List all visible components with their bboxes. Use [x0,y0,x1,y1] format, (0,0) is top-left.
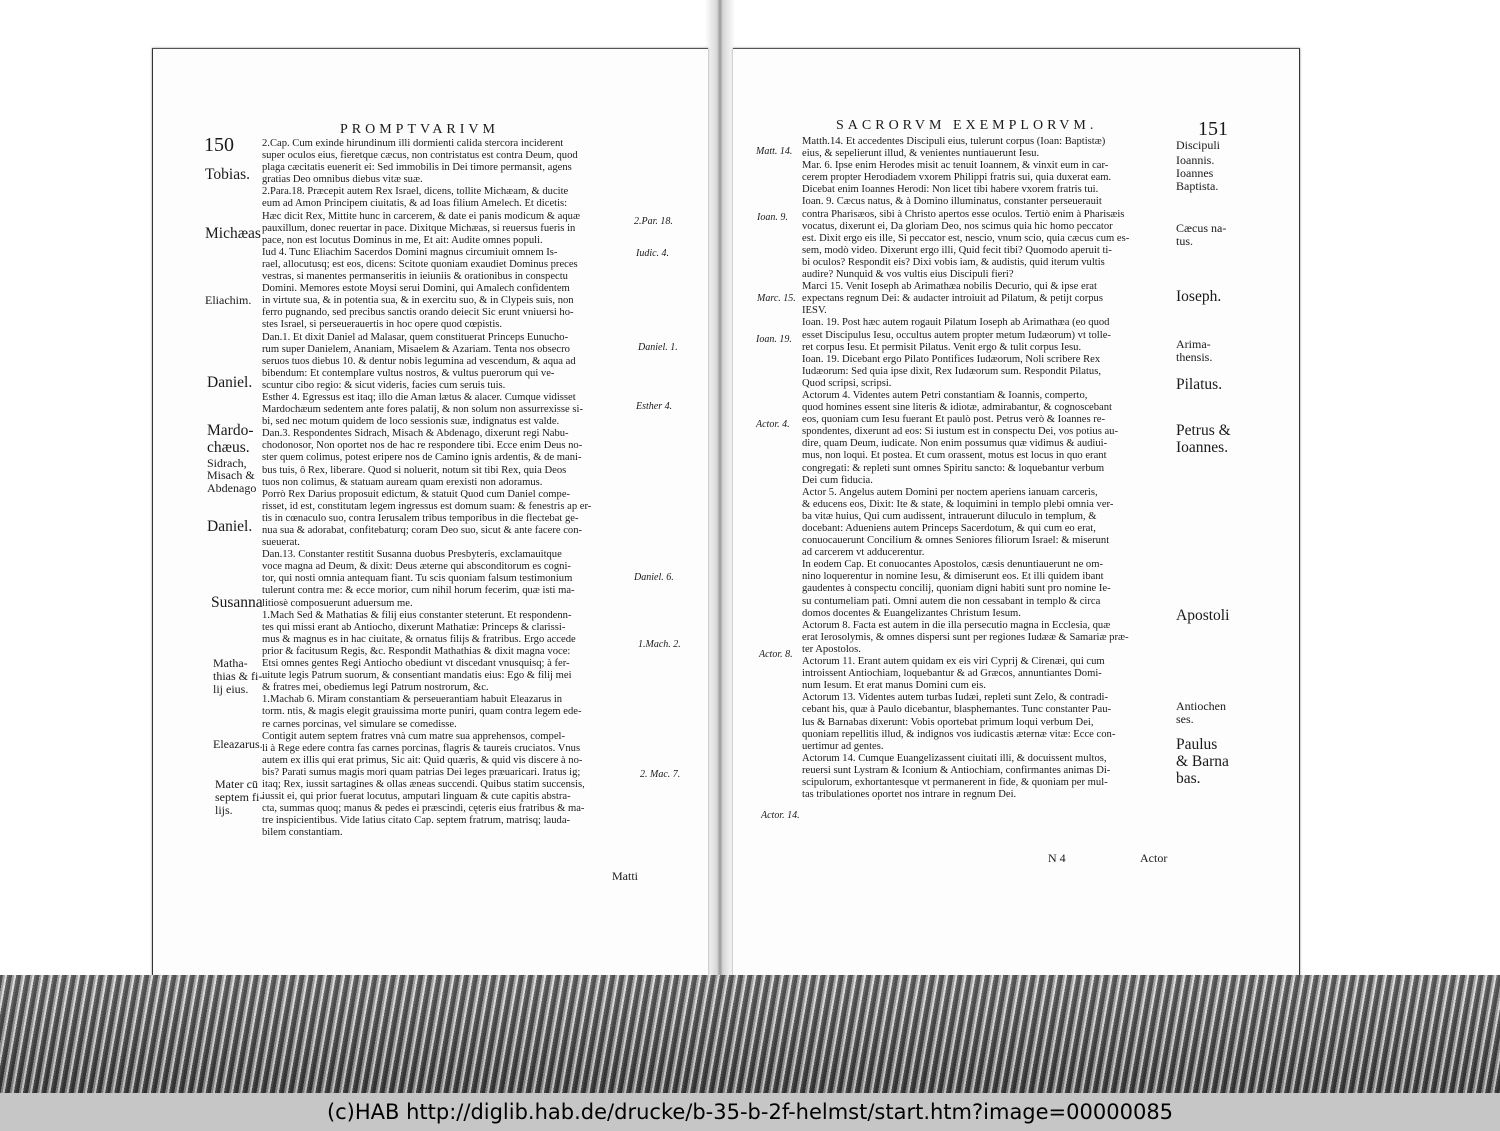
text-line: rael, allocutusq; est eos, dicens: Scitote quoniam exaudiet Dominus preces [262,258,578,270]
margin-note: Ioannis. [1176,153,1215,167]
margin-note: Matha- [213,656,248,670]
text-line: 1.Mach Sed & Mathatias & filij eius constanter steterunt. Et respondenn- [262,609,572,621]
text-line: eos, quoniam cum Iesu fuerant Et paulò post. Petrus verò & Ioannes re- [802,414,1106,426]
text-line: plaga cæcitatis euenerit ei: Sed immobilis in Dei timore permansit, agens [262,162,572,174]
left-page-number: 150 [204,134,234,156]
margin-note: septem fi- [215,790,264,804]
text-line: Iudæorum: Sed quia ipse dixit, Rex Iudæorum sum. Respondit Pilatus, [802,365,1101,377]
text-line: seruos tuos diebus 10. & dentur nobis legumina ad vescendum, & aqua ad [262,355,576,367]
margin-note: Arima- [1176,337,1211,351]
text-line: ferro pugnando, sed precibus sanctis orando deiecit Sic erunt vniuersi ho- [262,307,574,319]
text-line: Hæc dicit Rex, Mittite hunc in carcerem, & date ei panis modicum & aquæ [262,210,581,222]
margin-note: thensis. [1176,350,1213,364]
margin-note: Actor. 8. [759,649,793,660]
text-line: 2.Cap. Cum exinde hirundinum illi dormienti calida stercora inciderent [262,138,564,149]
right-page-number: 151 [1198,118,1228,140]
book-gutter [705,0,735,1000]
margin-note: Daniel. [207,374,253,391]
text-line: su contumeliam pati. Omni autem die non cessabant in templo & circa [802,595,1101,607]
text-line: Iud 4. Tunc Eliachim Sacerdos Domini magnus circumiuit omnem Is- [262,246,558,258]
margin-note: tus. [1176,234,1194,248]
text-line: bilem constantiam. [262,827,343,839]
text-line: quod homines essent sine literis & idiotæ, admirabantur, & cognoscebant [802,402,1112,414]
text-line: gaudentes à conspectu concilij, quoniam digni habiti sunt pro nomine Ie- [802,583,1111,595]
text-line: Dicebat enim Ioannes Herodi: Non licet tibi habere vxorem fratris tui. [802,184,1099,196]
scanner-edge-strip [0,975,1500,1093]
text-line: tuos non colimus, & statuam auream quam erexisti non adoramus. [262,476,543,488]
text-line: tes qui missi erant ab Antiocho, dixerunt Mathatiæ: Princeps & clarissi- [262,621,566,633]
margin-note: Daniel. [207,518,253,535]
text-line: bus tuis, ô Rex, liberare. Quod si noluerit, notum sit tibi Rex, quia Deos [262,464,567,476]
left-running-header: PROMPTVARIVM [340,122,499,137]
text-line: Actorum 13. Videntes autem turbas Iudæi, repleti sunt Zelo, & contradi- [802,692,1109,704]
text-line: 1.Machab 6. Miram constantiam & perseuerantiam habuit Eleazarus in [262,694,563,706]
text-line: Dan.3. Respondentes Sidrach, Misach & Abdenago, dixerunt regi Nabu- [262,428,569,440]
text-line: tor, qui nosti omnia antequam fiant. Tu scis quoniam falsum testimonium [262,573,573,585]
text-line: Etsi omnes gentes Regi Antiocho obediunt vt discedant vnusquisq; à fer- [262,658,570,670]
text-line: Ioan. 19. Dicebant ergo Pilato Pontifices Iudæorum, Noli scribere Rex [802,353,1101,365]
text-line: prior & facitusum Regis, &c. Respondit Mathathias & dixit magna voce: [262,645,571,657]
text-line: introissent Antiochiam, loquebantur & ad Græcos, annuntiantes Domi- [802,668,1102,680]
text-line: IESV. [802,305,827,317]
text-line: cebant his, quæ à Paulo dicebantur, blasphemantes. Tunc constanter Pau- [802,704,1112,716]
text-line: mus, non loqui. Et postea. Et cum orassent, motus est locus in quo erant [802,450,1107,462]
margin-note: Sidrach, [207,456,247,470]
margin-note: Marc. 15. [757,293,796,304]
text-line: ba vitæ huius, Qui cum audissent, intrauerunt diluculo in templum, & [802,510,1097,522]
text-line: Dei cum fiducia. [802,474,873,486]
text-line: eius, & sepelierunt illud, & venientes nuntiauerunt Iesu. [802,148,1040,160]
text-line: pace, non est locutus Dominus in me, Et ait: Audite omnes populi. [262,234,543,246]
text-line: eum ad Amon Principem ciuitatis, & ad Ioas filium Amelech. Et dicetis: [262,198,568,210]
text-line: quoniam repellitis illud, & indignos vos iudicastis æternæ vitæ: Ecce con- [802,728,1116,740]
margin-note: Apostoli [1176,607,1230,624]
text-line: litiosè composuerunt aduersum me. [262,597,413,609]
margin-note: Daniel. 6. [634,572,674,583]
text-line: Actorum 14. Cumque Euangelizassent ciuitati illi, & docuissent multos, [802,752,1107,764]
text-line: ter Apostolos. [802,643,861,655]
text-line: bi, sed nec motum quidem de loco sessionis suæ, indignatus est valde. [262,416,560,428]
margin-note: Cæcus na- [1176,221,1227,235]
text-line: contra Pharisæos, sibi à Christo apertos esse oculos. Tertiò enim à Pharisæis [802,208,1125,220]
margin-note: Antiochen [1176,699,1226,713]
margin-note: Discipuli [1176,138,1220,152]
margin-note: Eleazarus. [213,737,263,751]
text-line: sueuerat. [262,537,300,549]
text-line: & fratres mei, obediemus legi Patrum nostrorum, &c. [262,682,489,694]
text-line: Domini. Memores estote Moysi serui Domini, qui Amalech confidentem [262,283,570,295]
text-line: nua sua & adorabat, confitebaturq; coram Deo suo, sicut & ante facere con- [262,525,583,536]
text-line: bi oculos? Respondit eis? Dixi vobis iam, & audistis, quid iterum vultis [802,256,1105,268]
text-line: cta, summas quoq; manus & pedes ei præscindi, cęteris eius fratribus & ma- [262,803,585,815]
text-line: conuocauerunt Concilium & omnes Seniores filiorum Israel: & miserunt [802,535,1110,547]
text-line: nino loquerentur in nomine Iesu, & dimiserunt eos. Et illi quidem ibant [802,571,1104,583]
text-line: Actorum 4. Videntes autem Petri constantiam & Ioannis, comperto, [802,389,1088,401]
text-line: stes Israel, si perseuerauertis in hoc opere quod cœpistis. [262,319,503,331]
margin-note: Esther 4. [636,401,673,412]
margin-note: Iudic. 4. [636,248,670,259]
text-line: bis? Parati sumus magis mori quam patrias Dei leges præuaricari. Iratus ig; [262,766,581,778]
text-line: reuersi sunt Lystram & Iconium & Antiochiam, confirmantes animas Di- [802,764,1111,776]
margin-note: Mardo- [207,422,254,439]
text-line: Porrò Rex Darius proposuit edictum, & statuit Quod cum Daniel compe- [262,488,571,500]
margin-note: Daniel. 1. [638,342,678,353]
text-line: re carnes porcinas, vel simulare se comedisse. [262,718,457,730]
text-line: sem, modò video. Dixerunt ergo illi, Quid fecit tibi? Quomodo aperuit ti- [802,244,1112,256]
text-line: Esther 4. Egressus est itaq; illo die Aman lætus & alacer. Cumque vidisset [262,391,576,403]
left-catchword: Matti [612,869,638,883]
text-line: tis in cœnaculo suo, contra Ierusalem tribus temporibus in die flectebat ge- [262,512,579,524]
text-line: domos docentes & Euangelizantes Christum Iesum. [802,607,1021,619]
text-line: ster quem colimus, potest eripere nos de Camino ignis ardentis, & de mani- [262,452,582,464]
margin-note: Susanna [211,594,263,611]
margin-note: Paulus [1176,736,1218,753]
margin-note: lijs. [215,803,233,817]
text-line: Actorum 8. Facta est autem in die illa persecutio magna in Ecclesia, quæ [802,619,1111,631]
text-line: Ioan. 9. Cæcus natus, & à Domino illuminatus, constanter perseuerauit [802,196,1102,208]
text-line: cerem propter Herodiadem vxorem Philippi fratris sui, quia duxerat eam. [802,172,1112,184]
margin-note: Ioan. 9. [757,212,788,223]
margin-note: chæus. [207,439,250,456]
text-line: Matth.14. Et accedentes Discipuli eius, tulerunt corpus (Ioan: Baptistæ) [802,136,1106,147]
margin-note: Mater cū [215,777,258,791]
margin-note: Misach & [207,468,255,482]
text-line: num Iesum. Et erat manus Domini cum eis. [802,680,986,692]
text-line: Mardochæum sedentem ante fores palatij, & non solum non assurrexisse si- [262,404,583,416]
text-line: Contigit autem septem fratres vnà cum matre sua apprehensos, compel- [262,730,566,742]
text-line: pauxillum, donec reuertar in pace. Dixitque Michæas, si reuersus fueris in [262,222,576,234]
text-line: ad carcerem vt adducerentur. [802,547,925,559]
text-line: autem ex illis qui erat primus, Sic ait: Quid quæris, & quid vis discere à no- [262,754,583,766]
text-line: ret corpus Iesu. Et permisit Pilatus. Venit ergo & tulit corpus Iesu. [802,341,1082,353]
text-line: Dan.13. Constanter restitit Susanna duobus Presbyteris, exclamauitque [262,549,562,561]
text-line: esset Discipulus Iesu, occultus autem propter metum Iudæorum) vt tolle- [802,329,1111,341]
text-line: rum super Danielem, Ananiam, Misaelem & Azariam. Tenta nos obsecro [262,343,570,355]
text-line: tre inspicientibus. Vide latius citato Cap. septem fratrum, matrisq; lauda- [262,815,571,827]
right-signature-mark: N 4 [1048,851,1066,865]
left-body-text [262,138,632,839]
margin-note: Abdenago [207,481,257,495]
margin-note: Ioan. 19. [756,334,792,345]
text-line: In eodem Cap. Et conuocantes Apostolos, cæsis denuntiauerunt ne om- [802,559,1103,571]
text-line: 2.Para.18. Præcepit autem Rex Israel, dicens, tollite Michæam, & ducite [262,186,569,198]
margin-note: Tobias. [205,166,250,183]
text-line: in virtute sua, & in potentia sua, & in exercitu suo, & in Clypeis suis, non [262,295,574,307]
text-line: Mar. 6. Ipse enim Herodes misit ac tenuit Ioannem, & vinxit eum in car- [802,160,1109,172]
margin-note: Matt. 14. [756,146,793,157]
text-line: Actor 5. Angelus autem Domini per noctem aperiens ianuam carceris, [802,486,1098,498]
text-line: tulerunt contra me: & ecce morior, cum nihil horum fecerim, quæ isti ma- [262,585,575,597]
margin-note: 1.Mach. 2. [638,639,681,650]
text-line: risset, id est, constitutam legem ingressus est domum suam: & fenestris ap er- [262,500,592,512]
copyright-url[interactable]: (c)HAB http://diglib.hab.de/drucke/b-35-b-2f-helmst/start.htm?image=00000085 [326,1100,1174,1124]
text-line: Actorum 11. Erant autem quidam ex eis viri Cyprij & Cirenæi, qui cum [802,656,1105,668]
copyright-footer [0,1093,1500,1131]
text-line: mus & magnus es in hac ciuitate, & ornatus filijs & fratribus. Ergo accede [262,633,576,645]
right-running-header: SACRORVM EXEMPLORVM. [836,118,1098,133]
text-line: congregati: & repleti sunt omnes Spiritu sancto: & loquebantur verbum [802,462,1105,474]
text-line: super oculos eius, fieretque cæcus, non contristatus est contra Deum, quod [262,150,578,162]
margin-note: Ioseph. [1176,288,1222,305]
text-line: est. Dixit ergo eis ille, Si peccator est, nescio, vnum scio, quia cæcus cum es- [802,232,1130,244]
text-line: vestras, si manentes permanseritis in ieiuniis & orationibus in conspectu [262,271,568,283]
text-line: spondentes, dixerunt ad eos: Si iustum est in conspectu Dei, vos potius au- [802,426,1119,438]
margin-note: lij eius. [213,682,249,696]
margin-note: & Barna [1176,753,1229,770]
text-line: li à Rege edere contra fas carnes porcinas, flagris & taureis cruciatos. Vnus [262,742,581,754]
text-line: Dan.1. Et dixit Daniel ad Malasar, quem constituerat Princeps Eunucho- [262,331,569,343]
margin-note: 2.Par. 18. [634,216,673,227]
text-line: docebant: Adueniens autem Princeps Sacerdotum, & qui cum eo erat, [802,523,1096,534]
margin-note: Pilatus. [1176,376,1223,393]
margin-note: bas. [1176,770,1201,787]
text-line: itaq; Rex, iussit sartagines & ollas æneas succendi. Quibus statim succensis, [262,778,585,790]
margin-note: 2. Mac. 7. [640,769,681,780]
text-line: Ioan. 19. Post hæc autem rogauit Pilatum Ioseph ab Arimathæa (eo quod [802,317,1110,329]
margin-note: Ioannes. [1176,439,1229,456]
margin-note: Ioannes [1176,166,1214,180]
text-line: uertimur ad gentes. [802,740,884,752]
text-line: dire, quam Deum, iudicate. Non enim possumus quæ vidimus & audiui- [802,438,1108,450]
margin-note: Michæas [205,225,261,242]
text-line: Marci 15. Venit Ioseph ab Arimathæa nobilis Decurio, qui & ipse erat [802,281,1097,293]
text-line: lus & Barnabas dixerunt: Vobis oportebat primum loqui verbum Dei, [802,716,1094,728]
right-catchword: Actor [1140,851,1168,865]
text-line: tas tribulationes oportet nos intrare in regnum Dei. [802,789,1017,801]
text-line: gratias Deo omnibus diebus vitæ suæ. [262,174,423,186]
text-line: bibendum: Et contemplare vultus nostros, & vultus puerorum qui ve- [262,367,555,379]
margin-note: Actor. 4. [756,419,790,430]
text-line: Quod scripsi, scripsi. [802,377,892,389]
text-line: & educens eos, Dixit: Ite & state, & loquimini in templo plebi omnia ver- [802,498,1114,510]
text-line: scuntur cibo regio: & sicut videris, facies cum seruis tuis. [262,379,506,391]
text-line: uitute legis Patrum suorum, & consentiant mandatis eius: Ego & filij mei [262,670,572,682]
text-line: expectans regnum Dei: & audacter introiuit ad Pilatum, & petijt corpus [802,293,1103,305]
text-line: audire? Nunquid & vos vultis eius Discipuli fieri? [802,269,1014,281]
margin-note: thias & fi- [213,669,263,683]
text-line: iussit ei, qui prior fuerat locutus, amputari linguam & cute capitis abstra- [262,791,571,803]
margin-note: ses. [1176,712,1194,726]
text-line: voce magna ad Deum, & dixit: Deus æterne qui absconditorum es cogni- [262,561,571,573]
margin-note: Petrus & [1176,422,1231,439]
text-line: vocatus, dixerunt ei, Da gloriam Deo, nos scimus quia hic homo peccator [802,220,1113,232]
text-line: torm. ntis, & magis elegit grauissima morte puniri, quam contra legem ede- [262,706,582,718]
text-line: erat Ierosolymis, & omnes dispersi sunt per regiones Iudææ & Samariæ præ- [802,631,1129,643]
text-line: chodonosor, Non oportet nos de hac re respondere tibi. Ecce enim Deus no- [262,440,583,452]
margin-note: Baptista. [1176,179,1219,193]
right-body-text [802,136,1172,801]
margin-note: Eliachim. [205,293,252,307]
text-line: scipulorum, exhortantesque vt permanerent in fide, & quoniam per mul- [802,776,1108,788]
margin-note: Actor. 14. [761,810,800,821]
